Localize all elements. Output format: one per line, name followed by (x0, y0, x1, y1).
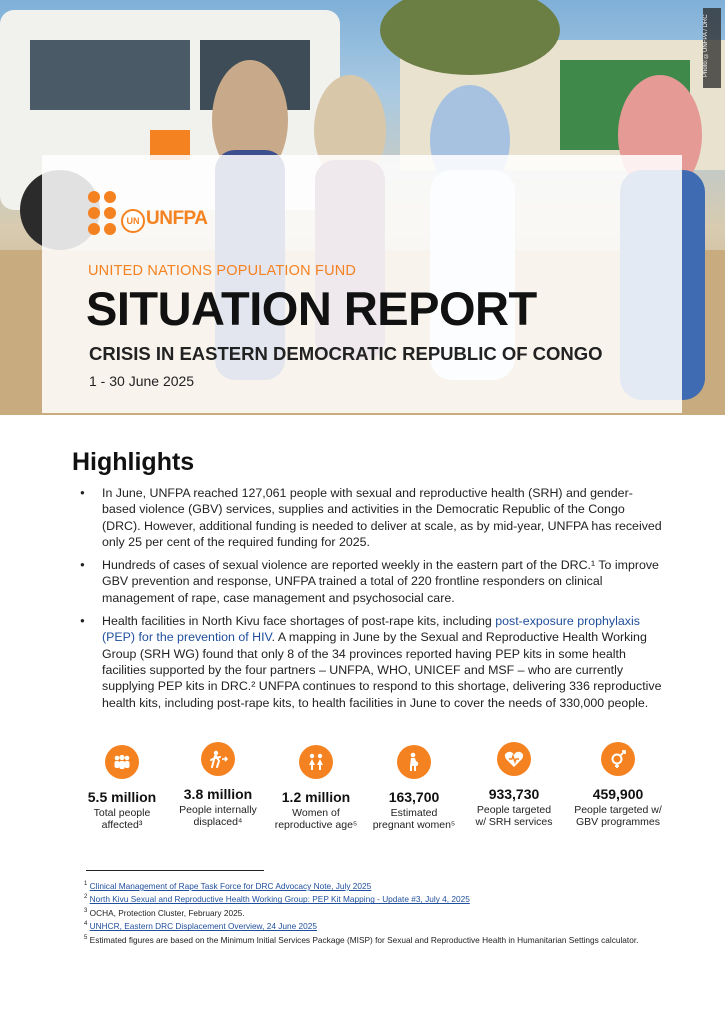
stat-pregnant-women (370, 745, 458, 831)
highlight-item (80, 557, 665, 606)
stat-label: People targeted w/ GBV programmes (574, 804, 662, 828)
stat-internally-displaced (174, 742, 262, 828)
footnote-divider (86, 870, 264, 871)
footnote-4-link[interactable]: UNHCR, Eastern DRC Displacement Overview, 24 June 2025 (89, 921, 317, 932)
footnote-2-link[interactable]: North Kivu Sexual and Reproductive Health Working Group: PEP Kit Mapping - Update #3, July 4, 2025 (89, 894, 470, 905)
footnote-5: $^5$ Estimated figures are based on the Minimum Initial Services Package (MISP) for Sexual and Reproductive Health in Humanitarian Settings calculator. (84, 934, 639, 945)
women-icon (299, 745, 333, 779)
highlight-item (80, 485, 665, 550)
agency-name: UNITED NATIONS POPULATION FUND (88, 263, 357, 279)
report-subtitle: CRISIS IN EASTERN DEMOCRATIC REPUBLIC OF CONGO (89, 343, 603, 364)
title-card (42, 155, 682, 413)
highlight-item (80, 613, 665, 711)
stat-value: 933,730 (488, 786, 540, 802)
report-dates: 1 - 30 June 2025 (89, 373, 195, 389)
footnote-4: $^4$ UNHCR, Eastern DRC Displacement Overview, 24 June 2025 (84, 921, 317, 932)
pep-link[interactable]: post-exposure prophylaxis (PEP) for the prevention of HIV (102, 614, 640, 645)
stat-total-affected (78, 745, 166, 831)
un-emblem-icon: UN (121, 209, 145, 233)
unfpa-logo (88, 191, 238, 245)
people-group-icon (105, 745, 139, 779)
stat-women-reproductive-age (272, 745, 360, 831)
footnotes (84, 879, 664, 946)
stat-label: Estimated pregnant women⁵ (372, 807, 456, 831)
stat-value: 5.5 million (87, 789, 157, 805)
highlights-list (80, 485, 665, 718)
stat-label: People internally displaced⁴ (179, 804, 257, 828)
stat-label: Women of reproductive age⁵ (274, 807, 358, 831)
highlight-text: . A mapping in June by the Sexual and Reproductive Health Working Group (SRH WG) found that only 8 of the 34 provinces reported having PEP kits in some health facilities supported by the four partners – UNFPA, WHO, UNICEF and MSF – who are currently supplying PEP kits in DRC.² UNFPA continues to respond to this shortage, delivering 336 reproductive health kits, including post-rape kits, to health facilities in June to cover the needs of 330,000 people. (102, 630, 662, 710)
stat-value: 163,700 (388, 789, 440, 805)
footnote-2: $^2$ North Kivu Sexual and Reproductive Health Working Group: PEP Kit Mapping - Update #3, July 4, 2025 (84, 894, 470, 905)
highlight-text: In June, UNFPA reached 127,061 people with sexual and reproductive health (SRH) and gender-based violence (GBV) services, supplies and activities in the Democratic Republic of the Congo (DRC). However, additional funding is needed to deliver at scale, as by mid-year, UNFPA has received only 25 per cent of the required funding for 2025. (102, 486, 662, 549)
stat-value: 3.8 million (183, 786, 253, 802)
logo-wordmark: UNFPA (146, 208, 208, 229)
heart-health-icon (497, 742, 531, 776)
key-figures (78, 745, 678, 845)
footnote-1-link[interactable]: Clinical Management of Rape Task Force for DRC Advocacy Note, July 2025 (89, 880, 372, 891)
highlight-text: Health facilities in North Kivu face shortages of post-rape kits, including (102, 614, 496, 629)
footnote-3: $^3$ OCHA, Protection Cluster, February 2025. (84, 907, 245, 918)
pregnant-woman-icon (397, 745, 431, 779)
footnote-1: $^1$ Clinical Management of Rape Task Force for DRC Advocacy Note, July 2025 (84, 880, 372, 891)
displaced-person-icon (201, 742, 235, 776)
stat-srh-targeted (470, 742, 558, 828)
stat-gbv-targeted (570, 742, 666, 828)
gender-icon (601, 742, 635, 776)
stat-value: 1.2 million (281, 789, 351, 805)
photo-credit: Photo: ©UNFPA / DRC (703, 8, 721, 88)
stat-label: People targeted w/ SRH services (475, 804, 553, 828)
highlights-heading: Highlights (72, 448, 195, 476)
stat-value: 459,900 (592, 786, 644, 802)
highlight-text: Hundreds of cases of sexual violence are reported weekly in the eastern part of the DRC.¹ To improve GBV prevention and response, UNFPA trained a total of 220 frontline responders on clinical management of rape, case management and psychosocial care. (102, 558, 659, 605)
stat-label: Total people affected³ (93, 807, 151, 831)
page-title: SITUATION REPORT (86, 282, 537, 335)
